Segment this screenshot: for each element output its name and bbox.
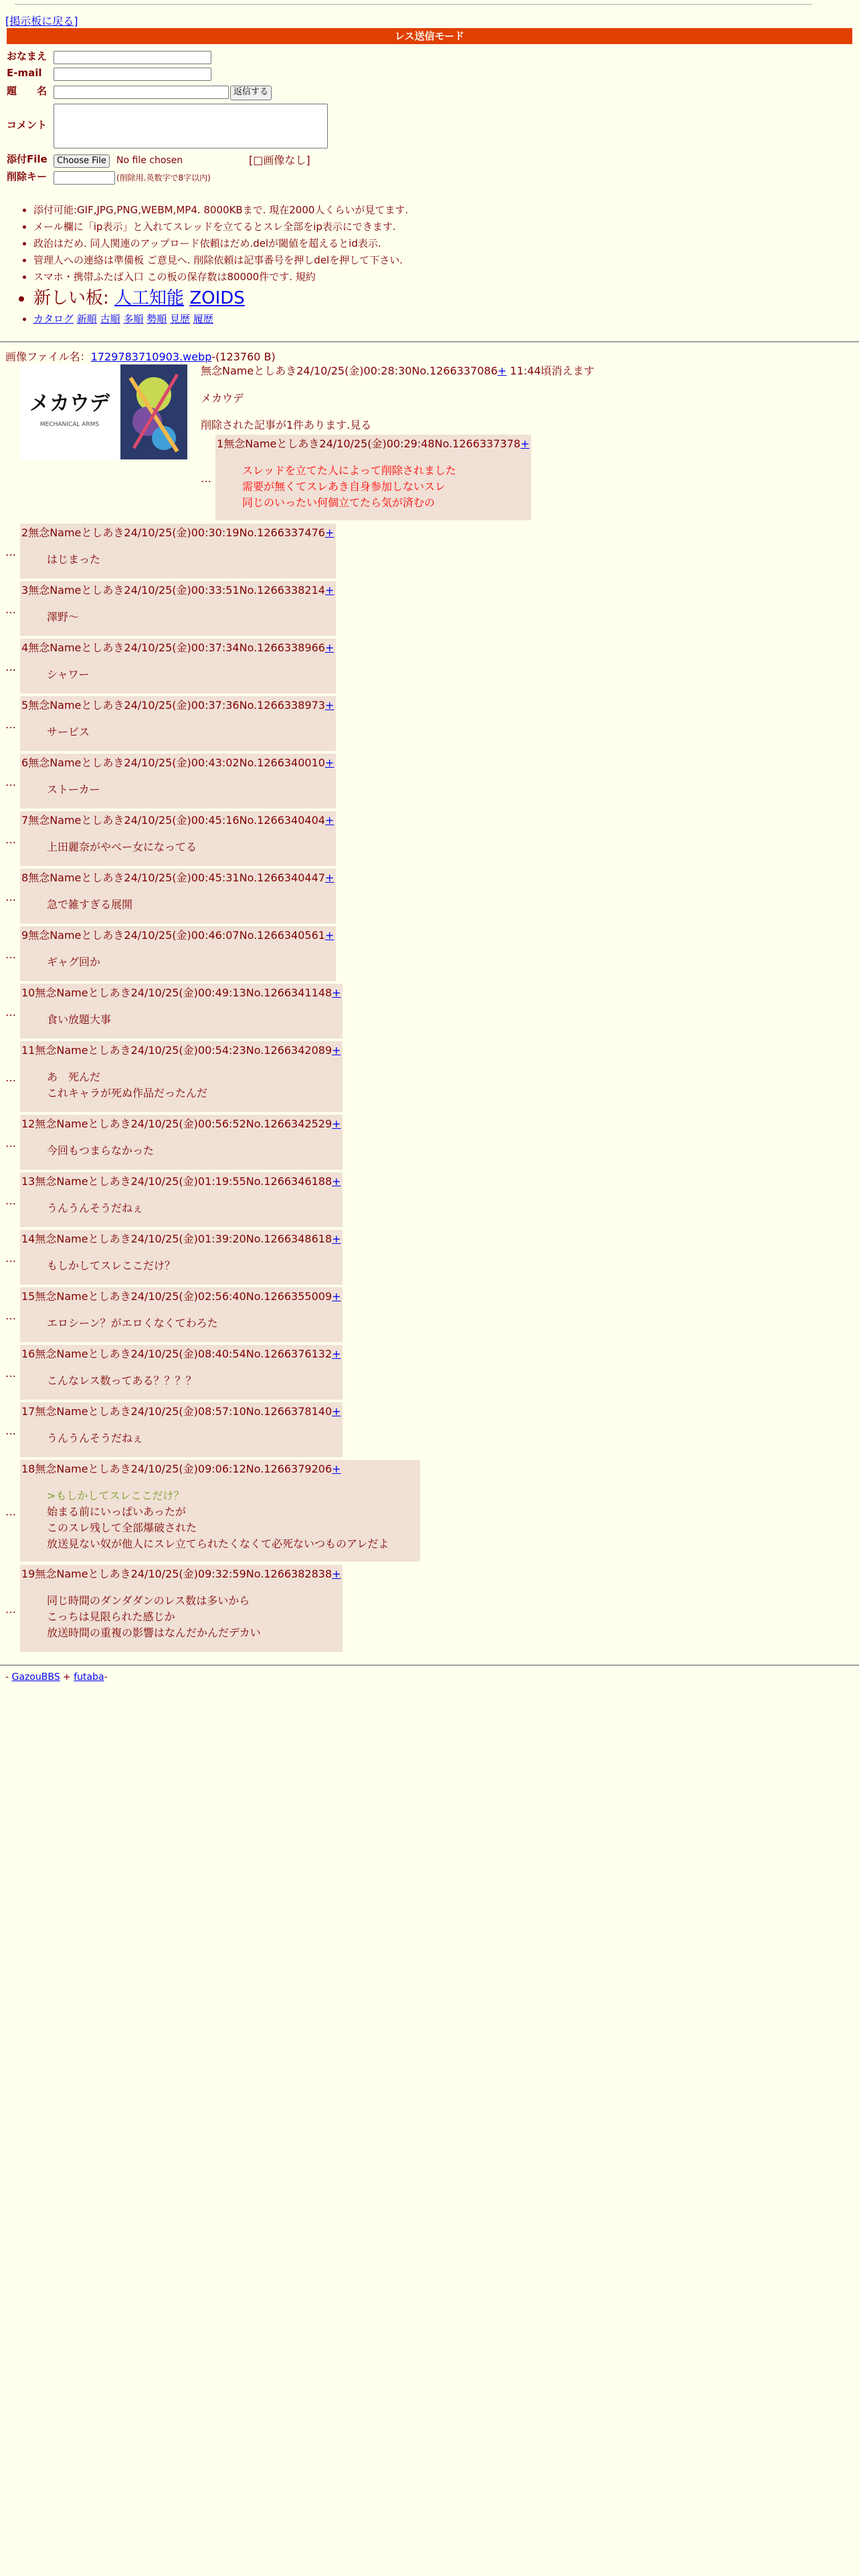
reply-post xyxy=(20,926,336,981)
reply-header xyxy=(21,1566,341,1582)
reply-indent-dots: … xyxy=(5,1309,16,1322)
reply-indent-dots: … xyxy=(5,546,16,558)
reply-header xyxy=(21,582,334,598)
reply-body: うんうんそうだねぇ xyxy=(47,1202,144,1214)
reply-indent-dots: … xyxy=(5,661,16,673)
reply-plus-link[interactable]: + xyxy=(332,986,341,999)
delete-key-input[interactable] xyxy=(54,171,115,185)
reply-header xyxy=(21,985,341,1000)
reply-plus-link[interactable]: + xyxy=(324,584,335,597)
reply-indent-dots: … xyxy=(5,1603,16,1616)
reply-plus-link[interactable]: + xyxy=(324,756,335,769)
top-divider xyxy=(15,4,812,5)
thread-divider xyxy=(0,341,859,342)
reply-meta: 無念Nameとしあき24/10/25(金)01:39:20No.1266348618 xyxy=(35,1232,332,1245)
catalog-links xyxy=(33,311,408,328)
new-board-item xyxy=(33,286,408,311)
reply-number: 9 xyxy=(21,929,29,942)
note-item: • 管理人への連絡は準備板 ご意見へ. 削除依頼は記事番号を押しdelを押して下さい. xyxy=(33,252,408,269)
view-history-link[interactable]: 見歴 xyxy=(169,313,190,325)
footer xyxy=(5,1671,108,1684)
reply-plus-link[interactable]: + xyxy=(332,1463,341,1475)
new-board-ai-link[interactable]: 人工知能 xyxy=(114,288,185,308)
reply-header xyxy=(21,1346,341,1362)
reply-number: 4 xyxy=(21,641,29,654)
comment-label: コメント xyxy=(7,119,47,131)
reply-post xyxy=(20,1402,343,1457)
reply-plus-link[interactable]: + xyxy=(520,437,530,450)
op-comment: メカウデ xyxy=(201,392,244,405)
reply-number: 17 xyxy=(21,1405,35,1418)
futaba-link[interactable]: futaba xyxy=(74,1672,104,1683)
note-item: • 添付可能:GIF,JPG,PNG,WEBM,MP4. 8000KBまで. 現在2000人くらいが見てます. xyxy=(33,202,408,219)
reply-body: 急で雑すぎる展開 xyxy=(47,898,133,911)
reply-mode-banner: レス送信モード xyxy=(7,28,852,44)
reply-body: 始まる前にいっぱいあったが このスレ残して全部爆破された 放送見ない奴が他人にスレ立てられたくなくて必死ないつものアレだよ xyxy=(47,1505,389,1550)
reply-post xyxy=(20,1287,343,1342)
reply-plus-link[interactable]: + xyxy=(324,699,335,712)
reply-indent-dots: … xyxy=(5,718,16,731)
reply-post xyxy=(20,1172,343,1227)
reply-meta: 無念Nameとしあき24/10/25(金)01:19:55No.1266346188 xyxy=(35,1175,332,1188)
reply-header xyxy=(21,1289,341,1304)
reply-meta: 無念Nameとしあき24/10/25(金)08:57:10No.1266378140 xyxy=(35,1405,332,1418)
board-notes xyxy=(17,202,408,328)
reply-body: あ 死んだ これキャラが死ぬ作品だったんだ xyxy=(47,1071,208,1099)
op-thumbnail[interactable] xyxy=(20,364,234,459)
choose-file-button[interactable]: Choose File xyxy=(54,154,110,168)
reply-header xyxy=(21,928,334,943)
sort-momentum-link[interactable]: 勢順 xyxy=(147,313,167,325)
reply-body: エロシーン？がエロくなくてわろた xyxy=(47,1317,218,1329)
reply-body: シャワー xyxy=(47,668,90,681)
reply-meta: 無念Nameとしあき24/10/25(金)00:37:34No.1266338966 xyxy=(28,641,325,654)
reply-number: 8 xyxy=(21,871,29,884)
reply-meta: 無念Nameとしあき24/10/25(金)09:32:59No.1266382838 xyxy=(35,1568,332,1580)
reply-indent-dots: … xyxy=(5,1194,16,1207)
reply-header xyxy=(21,1461,341,1477)
reply-quote: >もしかしてスレここだけ？ xyxy=(47,1489,185,1502)
reply-indent-dots: … xyxy=(5,1505,16,1518)
op-header-text: 無念Nameとしあき24/10/25(金)00:28:30No.1266337086 xyxy=(201,364,498,377)
no-file-text: No file chosen xyxy=(116,155,183,166)
svg-text:メカウデ: メカウデ xyxy=(29,392,110,415)
reply-meta: 無念Nameとしあき24/10/25(金)00:45:16No.1266340404 xyxy=(28,814,325,827)
reply-meta: 無念Nameとしあき24/10/25(金)00:33:51No.1266338214 xyxy=(28,584,325,597)
reply-body: こんなレス数ってある？？？？ xyxy=(47,1374,197,1387)
new-board-prefix: 新しい板: xyxy=(33,288,109,308)
reply-plus-link[interactable]: + xyxy=(332,1175,341,1188)
reply-number: 2 xyxy=(21,526,29,539)
svg-text:MECHANICAL ARMS: MECHANICAL ARMS xyxy=(39,421,100,428)
submit-button[interactable]: 返信する xyxy=(230,86,272,100)
reply-plus-link[interactable]: + xyxy=(324,929,335,942)
reply-number: 5 xyxy=(21,699,29,712)
reply-post xyxy=(20,581,336,636)
reply-header xyxy=(21,870,334,885)
reply-number: 14 xyxy=(21,1232,35,1245)
reply-indent-dots: … xyxy=(5,1137,16,1150)
comment-textarea[interactable] xyxy=(54,104,328,148)
email-label: E-mail xyxy=(7,67,42,79)
reply-number: 12 xyxy=(21,1117,35,1130)
reply-header xyxy=(21,1231,341,1247)
reply-plus-link[interactable]: + xyxy=(332,1348,341,1360)
reply-body: サービス xyxy=(47,726,90,738)
reply-plus-link[interactable]: + xyxy=(332,1290,341,1303)
back-to-board-link[interactable]: [掲示板に戻る] xyxy=(5,15,78,27)
note-item: • 政治はだめ. 同人関連のアップロード依頼はだめ.delが閾値を超えるとid表示. xyxy=(33,235,408,252)
reply-number: 10 xyxy=(21,986,35,999)
sort-many-link[interactable]: 多順 xyxy=(123,313,144,325)
reply-plus-link[interactable]: + xyxy=(332,1405,341,1418)
footer-dash: - xyxy=(104,1672,108,1683)
reply-number: 11 xyxy=(21,1044,35,1057)
reply-number: 16 xyxy=(21,1348,35,1360)
reply-indent-dots: … xyxy=(5,1367,16,1380)
reply-body: スレッドを立てた人によって削除されました 需要が無くてスレあき自身参加しないスレ 同じのいったい何個立てたら気が済むの xyxy=(242,464,456,509)
reply-indent-dots: … xyxy=(5,776,16,788)
email-input[interactable] xyxy=(54,68,211,81)
reply-indent-dots: … xyxy=(5,1252,16,1265)
reply-plus-link[interactable]: + xyxy=(332,1232,341,1245)
reply-meta: 無念Nameとしあき24/10/25(金)00:45:31No.1266340447 xyxy=(28,871,325,884)
delete-key-label: 削除キー xyxy=(7,171,47,183)
sort-old-link[interactable]: 古順 xyxy=(100,313,120,325)
reply-plus-link[interactable]: + xyxy=(324,641,335,654)
delete-key-note: (削除用.英数字で8字以内) xyxy=(116,173,211,183)
reply-post xyxy=(20,639,336,693)
reply-number: 13 xyxy=(21,1175,35,1188)
reply-body: 同じ時間のダンダダンのレス数は多いから こっちは見限られた感じか 放送時間の重複の影響はなんだかんだデカい xyxy=(47,1594,261,1639)
reply-post xyxy=(20,1345,343,1400)
reply-number: 6 xyxy=(21,756,29,769)
reply-plus-link[interactable]: + xyxy=(324,871,335,884)
reply-number: 3 xyxy=(21,584,29,597)
reply-header xyxy=(21,1404,341,1419)
reply-post xyxy=(20,1565,343,1652)
reply-indent-dots: … xyxy=(5,948,16,961)
reply-meta: 無念Nameとしあき24/10/25(金)00:30:19No.1266337476 xyxy=(28,526,325,539)
reply-meta: 無念Nameとしあき24/10/25(金)00:29:48No.1266337378 xyxy=(223,437,520,450)
reply-body: 今回もつまらなかった xyxy=(47,1144,155,1157)
reply-meta: 無念Nameとしあき24/10/25(金)00:49:13No.1266341148 xyxy=(35,986,332,999)
reply-meta: 無念Nameとしあき24/10/25(金)00:46:07No.1266340561 xyxy=(28,929,325,942)
reply-indent-dots: … xyxy=(201,472,211,485)
footer-dash: - xyxy=(5,1672,12,1683)
reply-body: ストーカー xyxy=(47,783,100,796)
reply-number: 15 xyxy=(21,1290,35,1303)
note-item: • スマホ・携帯ふたば入口 この板の保存数は80000件です. 規約 xyxy=(33,269,408,286)
reply-body: もしかしてスレここだけ？ xyxy=(47,1259,176,1272)
file-label: 添付File xyxy=(7,153,47,165)
reply-plus-link[interactable]: + xyxy=(324,814,335,827)
gazoubbs-link[interactable]: GazouBBS xyxy=(11,1672,60,1683)
subject-input[interactable] xyxy=(54,86,229,99)
reply-plus-link[interactable]: + xyxy=(332,1117,341,1130)
reply-meta: 無念Nameとしあき24/10/25(金)02:56:40No.1266355009 xyxy=(35,1290,332,1303)
op-header xyxy=(201,363,594,379)
reply-post xyxy=(20,1230,343,1285)
reply-header xyxy=(21,525,334,540)
reply-indent-dots: … xyxy=(5,891,16,903)
reply-post xyxy=(20,1041,343,1112)
reply-number: 18 xyxy=(21,1463,35,1475)
reply-post xyxy=(20,869,336,924)
reply-indent-dots: … xyxy=(5,1071,16,1084)
file-prefix: 画像ファイル名： xyxy=(5,350,91,363)
reply-plus-link[interactable]: + xyxy=(332,1568,341,1580)
reply-body: 食い放題大事 xyxy=(47,1013,112,1026)
note-item: • メール欄に「ip表示」と入れてスレッドを立てるとスレ全部をip表示にできます. xyxy=(33,219,408,235)
reply-header xyxy=(217,436,529,451)
reply-post xyxy=(20,1460,420,1562)
reply-header xyxy=(21,813,334,828)
deleted-notice: 削除された記事が1件あります.見る xyxy=(201,419,372,431)
reply-body: うんうんそうだねぇ xyxy=(47,1432,144,1444)
reply-indent-dots: … xyxy=(5,1006,16,1018)
reply-post xyxy=(215,435,531,520)
no-image-checkbox[interactable]: [□画像なし] xyxy=(249,154,310,167)
reply-post xyxy=(20,696,336,751)
op-plus-link[interactable]: + xyxy=(497,364,507,377)
reply-number: 1 xyxy=(217,437,224,450)
reply-number: 19 xyxy=(21,1568,35,1580)
reply-body: ギャグ回か xyxy=(47,956,101,968)
file-size: -(123760 B) xyxy=(211,350,276,363)
footer-plus: + xyxy=(60,1672,74,1683)
name-label: おなまえ xyxy=(7,50,47,62)
reply-meta: 無念Nameとしあき24/10/25(金)09:06:12No.1266379206 xyxy=(35,1463,332,1475)
reply-header xyxy=(21,640,334,655)
reply-post xyxy=(20,811,336,866)
sort-new-link[interactable]: 新順 xyxy=(76,313,97,325)
reply-meta: 無念Nameとしあき24/10/25(金)00:37:36No.1266338973 xyxy=(28,699,325,712)
reply-post xyxy=(20,754,336,809)
op-file-line xyxy=(5,349,276,364)
reply-post xyxy=(20,984,343,1039)
reply-meta: 無念Nameとしあき24/10/25(金)00:56:52No.1266342529 xyxy=(35,1117,332,1130)
reply-post xyxy=(20,1115,343,1170)
reply-plus-link[interactable]: + xyxy=(332,1044,341,1057)
reply-body: 上田麗奈がやベー女になってる xyxy=(47,841,197,853)
catalog-link[interactable]: カタログ xyxy=(33,313,74,325)
subject-label: 題 名 xyxy=(7,85,47,97)
reply-plus-link[interactable]: + xyxy=(324,526,335,539)
op-expire-text: 11:44頃消えます xyxy=(510,364,595,377)
reply-header xyxy=(21,1174,341,1189)
reply-indent-dots: … xyxy=(5,833,16,846)
reply-number: 7 xyxy=(21,814,29,827)
reply-indent-dots: … xyxy=(5,603,16,616)
reply-header xyxy=(21,697,334,713)
history-link[interactable]: 履歴 xyxy=(193,313,213,325)
reply-meta: 無念Nameとしあき24/10/25(金)00:43:02No.1266340010 xyxy=(28,756,325,769)
reply-indent-dots: … xyxy=(5,1424,16,1437)
op-file-link[interactable]: 1729783710903.webp xyxy=(90,350,212,363)
reply-header xyxy=(21,1043,341,1058)
reply-header xyxy=(21,755,334,770)
reply-meta: 無念Nameとしあき24/10/25(金)08:40:54No.1266376132 xyxy=(35,1348,332,1360)
reply-meta: 無念Nameとしあき24/10/25(金)00:54:23No.1266342089 xyxy=(35,1044,332,1057)
reply-body: はじまった xyxy=(47,553,101,566)
footer-divider xyxy=(0,1665,859,1666)
reply-post xyxy=(20,524,336,578)
reply-header xyxy=(21,1116,341,1132)
name-input[interactable] xyxy=(54,51,211,64)
new-board-zoids-link[interactable]: ZOIDS xyxy=(189,288,245,308)
reply-body: 澤野〜 xyxy=(47,611,80,623)
